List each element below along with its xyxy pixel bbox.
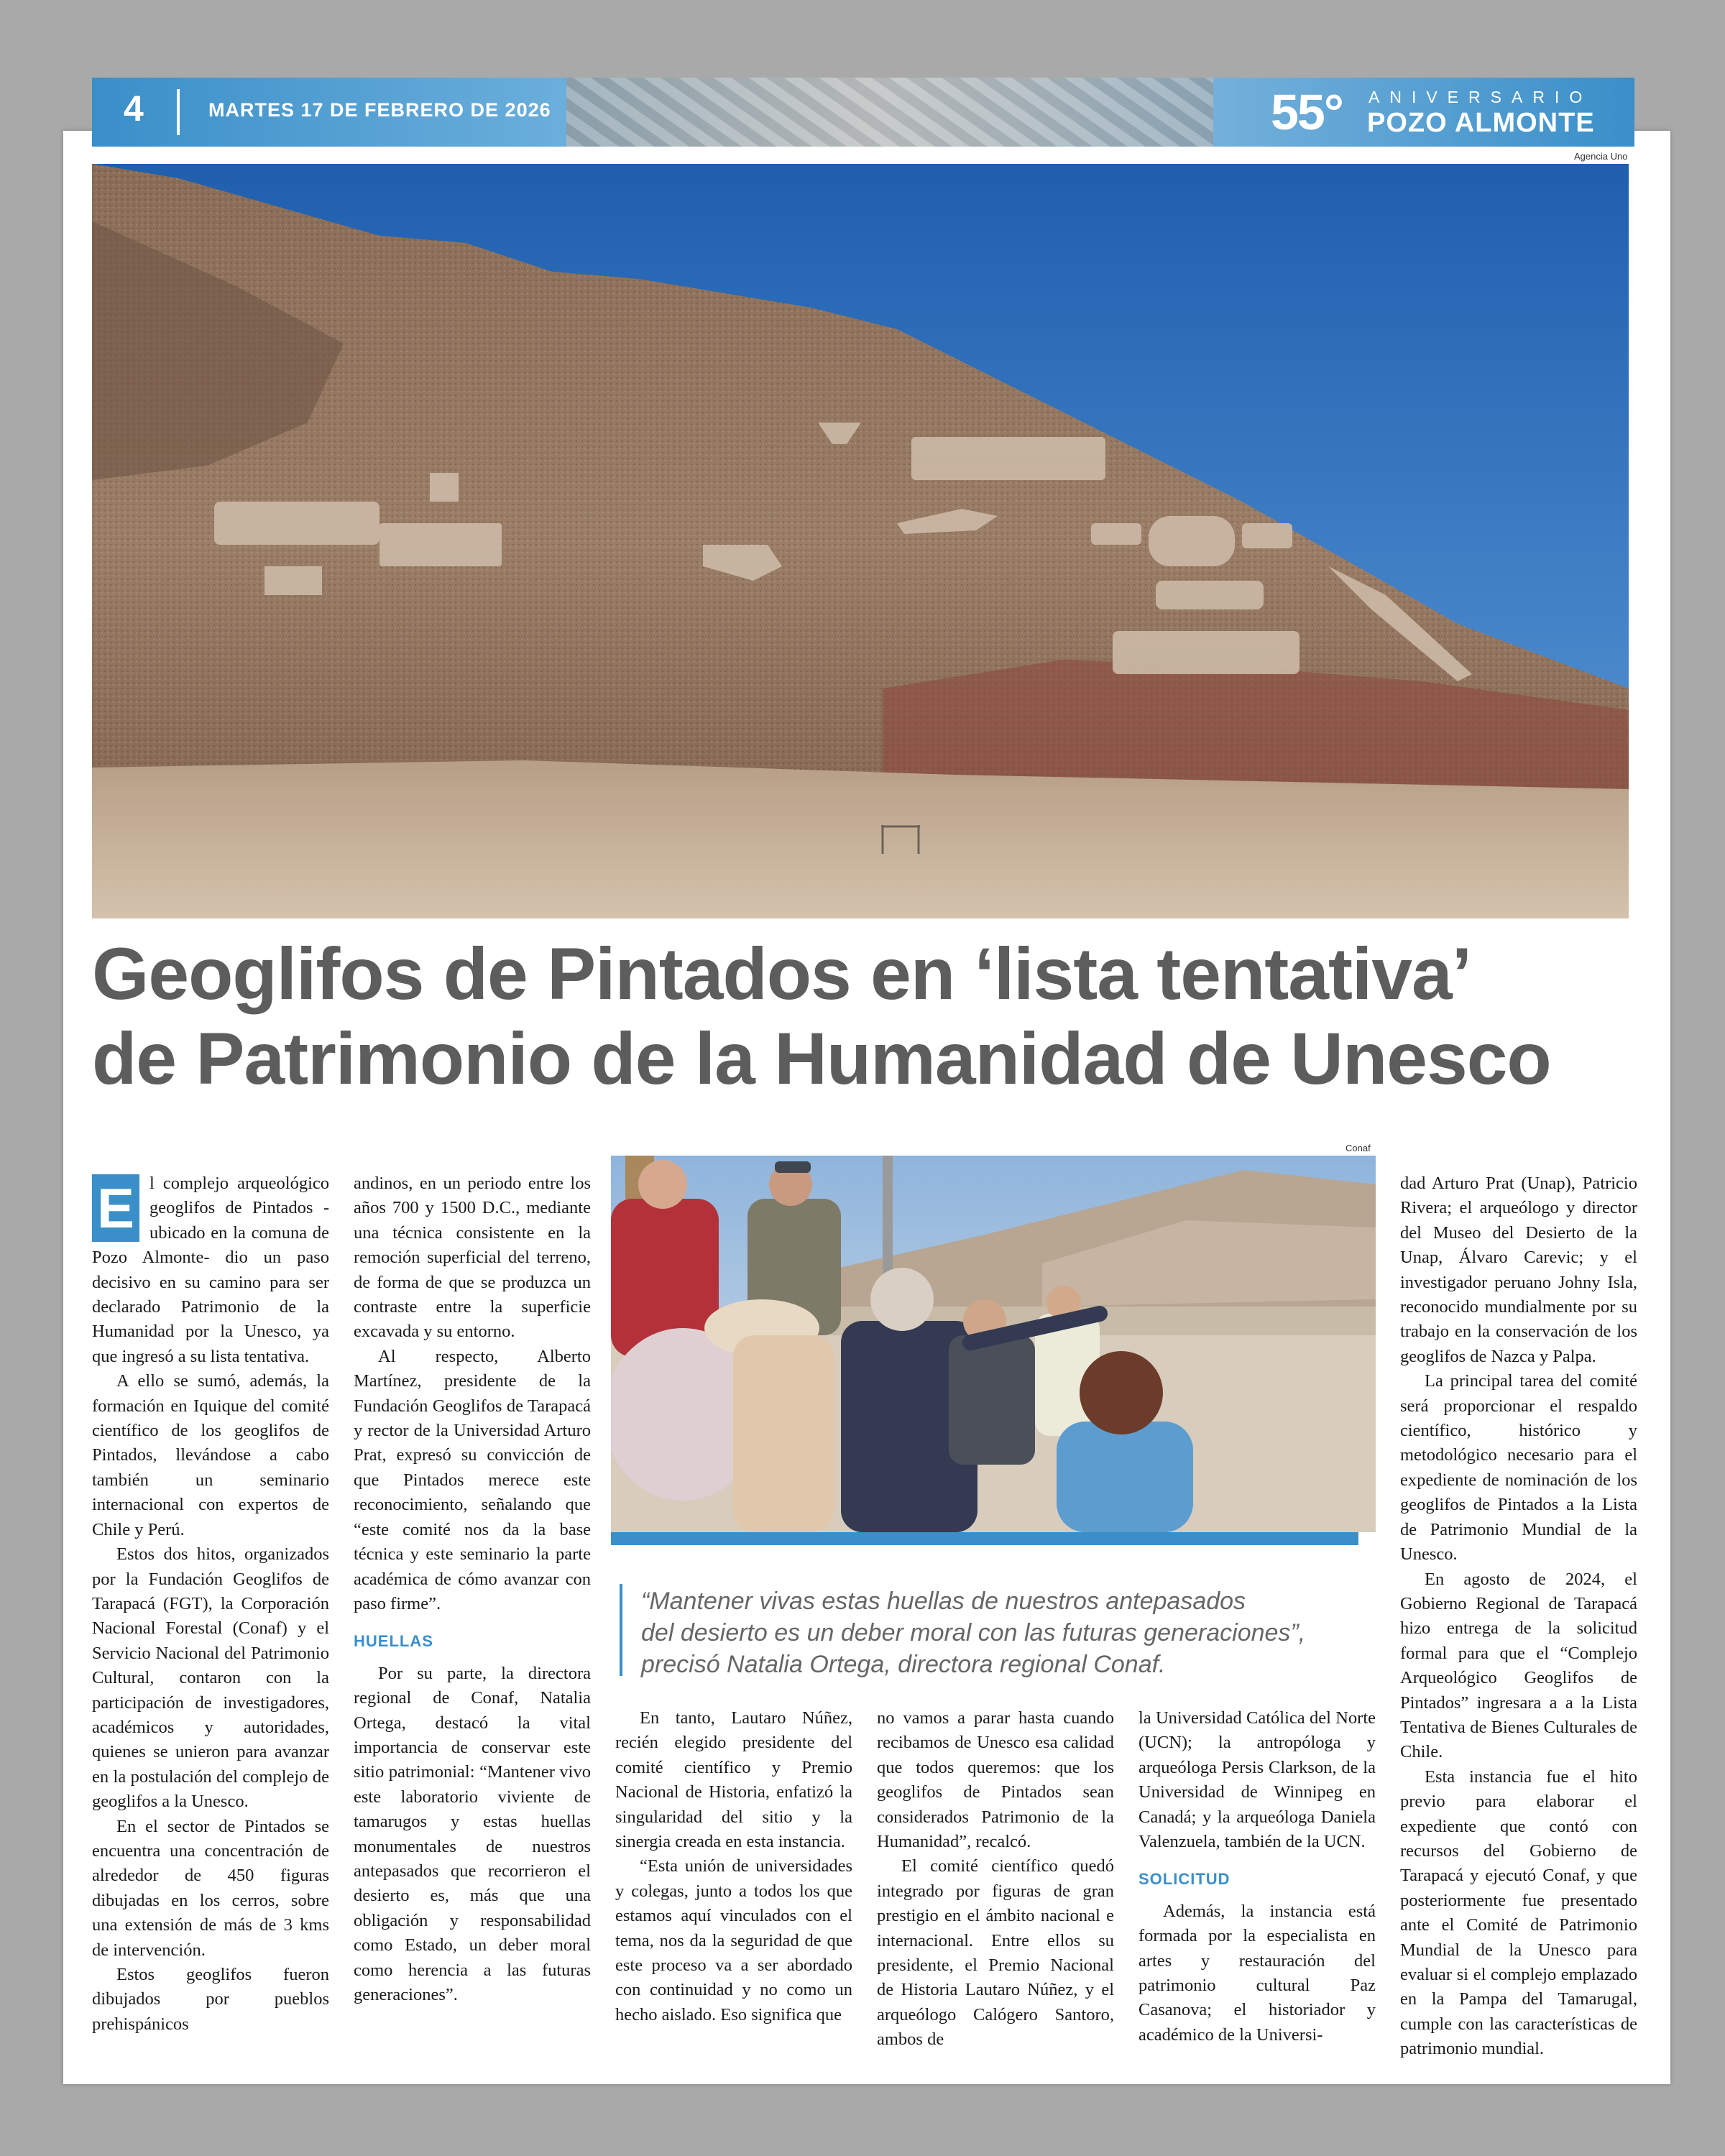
page-header — [92, 78, 1634, 147]
article-column-3 — [615, 1706, 852, 2027]
town-name: POZO ALMONTE — [1367, 108, 1595, 138]
article-column-4 — [877, 1706, 1114, 2053]
drop-cap: E — [92, 1174, 139, 1242]
photo2-credit: Conaf — [1346, 1143, 1371, 1153]
paragraph: “Esta unión de universidades y colegas, junto a todos los que estamos aquí vinculados con el tema, nos da la seguridad de que este proceso va a ser abordado con continuidad y no como un hecho aislado. Eso significa que — [615, 1856, 852, 2024]
header-photo-strip — [566, 78, 1213, 147]
quote-line-1: “Mantener vivas estas huellas de nuestros antepasados — [641, 1588, 1246, 1615]
paragraph: la Universidad Católica del Norte (UCN); la antropóloga y arqueóloga Persis Clarkson, de la Universidad de Winnipeg en Canadá; y la arqueóloga Daniela Valenzuela, también de la UCN. — [1138, 1708, 1376, 1852]
main-photo-credit: Agencia Uno — [1574, 151, 1628, 162]
paragraph: Al respecto, Alberto Martínez, presidente de la Fundación Geoglifos de Tarapacá y rector de la Universidad Arturo Prat, expresó su convicción de que Pintados merece este reconocimiento, señalando que “este comité nos da la base técnica y este seminario la parte académica de cómo avanzar con paso firme”. — [354, 1346, 591, 1613]
article-column-5 — [1138, 1706, 1376, 2047]
article-column-2 — [354, 1171, 591, 2007]
paragraph: En el sector de Pintados se encuentra una concentración de alrededor de 450 figuras dibujadas en los cerros, sobre una extensión de más de 3 kms de intervención. — [92, 1816, 329, 1960]
paragraph: El comité científico quedó integrado por figuras de gran prestigio en el ámbito nacional e internacional. Entre ellos su presidente, el Premio Nacional de Historia Lautaro Núñez, y el arqueólogo Calógero Santoro, ambos de — [877, 1856, 1114, 2050]
paragraph: Estos geoglifos fueron dibujados por pueblos prehispánicos — [92, 1965, 329, 2034]
paragraph: no vamos a parar hasta cuando recibamos de Unesco esa calidad que todos queremos: que los geoglifos de Pintados sean considerados Patrimonio de la Humanidad”, recalcó. — [877, 1708, 1114, 1852]
paragraph: Esta instancia fue el hito previo para elaborar el expediente que contó con recursos del Gobierno de Tarapacá y ejecutó Conaf, y que posteriormente fue presentado ante el Comité de Patrimonio Mundial de la Unesco para evaluar si el complejo emplazado en la Pampa del Tamarugal, cumple con las características de patrimonio mundial. — [1400, 1766, 1637, 2059]
quote-line-2: del desierto es un deber moral con las futuras generaciones”, — [641, 1619, 1306, 1646]
paragraph: En agosto de 2024, el Gobierno Regional de Tarapacá hizo entrega de la solicitud formal para que el “Complejo Arqueológico Geoglifos de Pintados” ingresara a a la Lista Tentativa de Bienes Culturales de Chile. — [1400, 1569, 1637, 1762]
photo-accent-rule — [611, 1532, 1358, 1545]
subheading-solicitud: SOLICITUD — [1138, 1870, 1230, 1889]
issue-date: MARTES 17 DE FEBRERO DE 2026 — [208, 99, 551, 121]
header-divider — [177, 89, 180, 135]
paragraph: Estos dos hitos, organizados por la Fundación Geoglifos de Tarapacá (FGT), la Corporación Nacional Forestal (Conaf) y el Servicio Nacional del Patrimonio Cultural, contaron con la participación de investigadores, académicos y autoridades, quienes se unieron para avanzar en la postulación del complejo de geoglifos a la Unesco. — [92, 1544, 329, 1812]
pull-quote — [641, 1585, 1389, 1680]
quote-accent-bar — [620, 1584, 622, 1676]
article-column-6 — [1400, 1171, 1637, 2062]
paragraph: Además, la instancia está formada por la especialista en artes y restauración del patrimonio cultural Paz Casanova; el historiador y académico de la Universi- — [1138, 1901, 1376, 2045]
paragraph: Por su parte, la directora regional de Conaf, Natalia Ortega, destacó la vital importancia de conservar este sitio patrimonial: “Mantener vivo este laboratorio viviente de tamarugos y estas huellas monumentales de nuestros antepasados que recorrieron el desierto es, más que una obligación y responsabilidad como Estado, un deber moral como herencia a las futuras generaciones”. — [354, 1663, 591, 2004]
article-column-1 — [92, 1171, 329, 2037]
paragraph: A ello se sumó, además, la formación en Iquique del comité científico de los geoglifos de Pintados, llevándose a cabo también un seminario internacional con expertos de Chile y Perú. — [92, 1371, 329, 1539]
quote-line-3: precisó Natalia Ortega, directora regional Conaf. — [641, 1651, 1166, 1678]
main-photo-geoglyphs — [92, 164, 1629, 918]
paragraph: l complejo arqueológico geoglifos de Pintados -ubicado en la comuna de Pozo Almonte- dio un paso decisivo en su camino para ser declarado Patrimonio de la Humanidad por la Unesco, ya que ingresó a su lista tentativa. — [92, 1174, 329, 1366]
subheading-huellas: HUELLAS — [354, 1632, 433, 1651]
paragraph: dad Arturo Prat (Unap), Patricio Rivera; el arqueólogo y director del Museo del Desierto de la Unap, Álvaro Carevic; y el investigador peruano Johny Isla, reconocido mundialmente por su trabajo en la conservación de los geoglifos de Nazca y Palpa. — [1400, 1174, 1637, 1366]
headline-line-1: Geoglifos de Pintados en ‘lista tentativa’ — [92, 933, 1472, 1015]
paragraph: andinos, en un periodo entre los años 700 y 1500 D.C., mediante una técnica consistente en la remoción superficial del terreno, de forma de que se produzca un contraste entre la superficie excavada y su entorno. — [354, 1174, 591, 1342]
paragraph: La principal tarea del comité será proporcionar el respaldo científico, histórico y metodológico necesario para el expediente de nominación de los geoglifos de Pintados a la Lista de Patrimonio Mundial de la Unesco. — [1400, 1371, 1637, 1565]
anniversary-label: ANIVERSARIO — [1368, 88, 1593, 106]
geoglyph-hillside-illustration — [92, 164, 1629, 918]
anniversary-number: 55° — [1271, 84, 1343, 140]
headline — [92, 931, 1637, 1101]
headline-line-2: de Patrimonio de la Humanidad de Unesco — [92, 1018, 1551, 1100]
paragraph: En tanto, Lautaro Núñez, recién elegido presidente del comité científico y Premio Nacional de Historia, enfatizó la singularidad del sitio y la sinergia creada en esta instancia. — [615, 1708, 852, 1852]
visitors-illustration — [611, 1156, 1376, 1532]
photo-visitors-at-site — [611, 1156, 1376, 1532]
page-number: 4 — [124, 88, 144, 129]
